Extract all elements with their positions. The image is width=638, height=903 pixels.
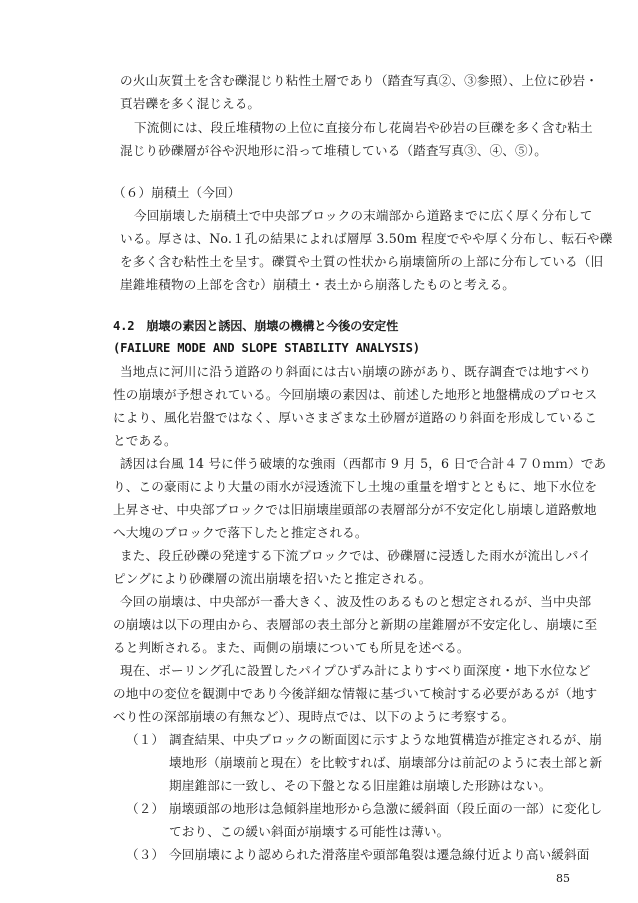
paragraph-line: いる。厚さは、No.１孔の結果によれば層厚 3.50m 程度でやや厚く分布し、転石や礫 xyxy=(120,231,613,246)
subsection-heading: （６）崩積土（今回） xyxy=(113,185,241,200)
list-marker: （１） xyxy=(126,732,165,747)
paragraph-line: の火山灰質土を含む礫混じり粘性土層であり（踏査写真②、③参照）、上位に砂岩・ xyxy=(120,73,598,88)
paragraph-line: 今回の崩壊は、中央部が一番大きく、波及性のあるものと想定されるが、当中央部 xyxy=(120,594,592,609)
paragraph-line: また、段丘砂礫の発達する下流ブロックでは、砂礫層に浸透した雨水が流出しパイ xyxy=(120,548,592,563)
paragraph-line: 誘因は台風 14 号に伴う破壊的な強雨（西都市 9 月 5，6 日で合計４７０ｍｍ）であ xyxy=(120,456,607,471)
paragraph-line: へ大塊のブロックで落下したと推定される。 xyxy=(113,525,368,540)
paragraph-line: 当地点に河川に沿う道路のり斜面には古い崩壊の跡があり、既存調査では地すべり xyxy=(120,364,592,379)
paragraph-line: 現在、ボーリング孔に設置したパイプひずみ計によりすべり面深度・地下水位など xyxy=(120,663,591,678)
page-number: 85 xyxy=(556,872,570,885)
paragraph-line: 今回崩壊した崩積土で中央部ブロックの末端部から道路までに広く厚く分布して xyxy=(134,208,593,223)
paragraph-line: ると判断される。また、両側の崩壊についても所見を述べる。 xyxy=(113,640,470,655)
paragraph-line: ピングにより砂礫層の流出崩壊を招いたと推定される。 xyxy=(113,571,432,586)
paragraph-line: 混じり砂礫層が谷や沢地形に沿って堆積している（踏査写真③、④、⑤）。 xyxy=(120,143,547,158)
paragraph-line: 下流側には、段丘堆積物の上位に直接分布し花崗岩や砂岩の巨礫を多く含む粘土 xyxy=(134,120,593,135)
list-item-line: ており、この緩い斜面が崩壊する可能性は薄い。 xyxy=(169,824,450,839)
paragraph-line: 上昇させ、中央部ブロックでは旧崩壊崖頭部の表層部分が不安定化し崩壊し道路敷地 xyxy=(113,502,597,517)
paragraph-line: 頁岩礫を多く混じえる。 xyxy=(120,96,261,111)
paragraph-line: により、風化岩盤ではなく、厚いさまざまな土砂層が道路のり斜面を形成しているこ xyxy=(113,410,598,425)
list-marker: （３） xyxy=(126,847,165,862)
list-item-line: 崩壊頭部の地形は急傾斜崖地形から急激に緩斜面（段丘面の一部）に変化し xyxy=(169,801,603,816)
paragraph-line: り、この豪雨により大量の雨水が浸透流下し土塊の重量を増すとともに、地下水位を xyxy=(113,479,598,494)
paragraph-line: の地中の変位を観測中であり今後詳細な情報に基づいて検討する必要があるが（地す xyxy=(113,686,598,701)
section-title: 4.2 崩壊の素因と誘因、崩壊の機構と今後の安定性 xyxy=(113,319,399,333)
paragraph-line: の崩壊は以下の理由から、表層部の表土部分と新期の崖錐層が不安定化し、崩壊に至 xyxy=(113,617,598,632)
paragraph-line: を多く含む粘性土を呈す。礫質や土質の性状から崩壊箇所の上部に分布している（旧 xyxy=(120,254,604,269)
list-item-line: 壊地形（崩壊前と現在）を比較すれば、崩壊部分は前記のように表土部と新 xyxy=(169,755,603,770)
paragraph-line: べり性の深部崩壊の有無など）、現時点では、以下のように考察する。 xyxy=(113,709,515,724)
paragraph-line: とである。 xyxy=(113,433,177,448)
paragraph-line: 崖錐堆積物の上部を含む）崩積土・表土から崩落したものと考える。 xyxy=(120,277,516,292)
list-item-line: 期崖錐部に一致し、その下盤となる旧崖錐は崩壊した形跡はない。 xyxy=(169,778,552,793)
list-item-line: 調査結果、中央ブロックの断面図に示すような地質構造が推定されるが、崩 xyxy=(169,732,603,747)
paragraph-line: 性の崩壊が予想されている。今回崩壊の素因は、前述した地形と地盤構成のプロセス xyxy=(113,387,598,402)
section-subtitle: (FAILURE MODE AND SLOPE STABILITY ANALYSIS) xyxy=(113,341,420,355)
list-marker: （２） xyxy=(126,801,165,816)
list-item-line: 今回崩壊により認められた滑落崖や頭部亀裂は遷急線付近より高い緩斜面 xyxy=(169,847,590,862)
